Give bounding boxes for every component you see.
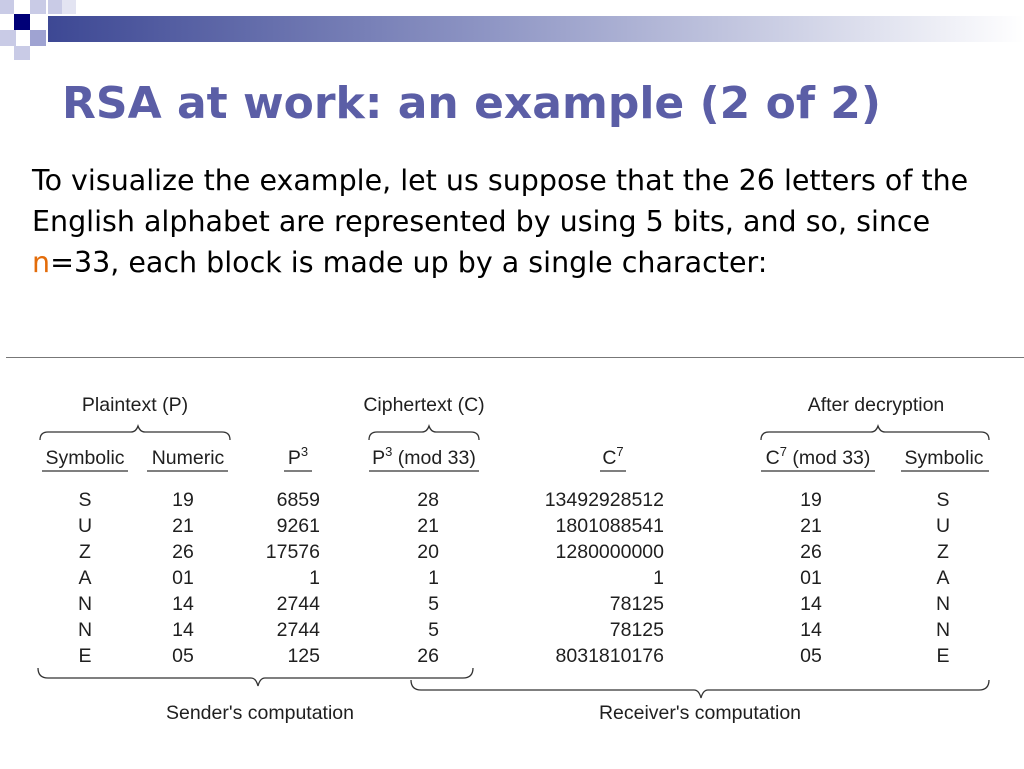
column-header-c7 xyxy=(602,444,623,469)
deco-square xyxy=(14,46,30,60)
cell-symbolic-2: N xyxy=(935,619,951,641)
n-variable: n xyxy=(32,246,51,279)
intro-text-end: =33, each block is made up by a single character: xyxy=(50,246,768,279)
cell-symbolic: S xyxy=(78,489,92,511)
intro-text-start: To visualize the example, let us suppose that the 26 letters of the English alphabet are represented by using 5 bits, and so, since xyxy=(32,164,969,238)
deco-square xyxy=(48,0,62,14)
footer-receiver-computation: Receiver's computation xyxy=(598,702,802,724)
cell-symbolic: N xyxy=(77,593,93,615)
cell-c7: 13492928512 xyxy=(544,489,664,511)
table-row xyxy=(78,567,949,589)
cell-numeric: 14 xyxy=(172,619,194,641)
rsa-example-figure xyxy=(6,357,1024,769)
table-row xyxy=(78,515,950,537)
p3-base: P xyxy=(287,447,301,469)
deco-square xyxy=(30,0,46,14)
slide-title: RSA at work: an example (2 of 2) xyxy=(62,78,882,129)
table-row xyxy=(78,489,949,511)
cell-symbolic: E xyxy=(78,645,92,667)
cell-symbolic-2: S xyxy=(936,489,950,511)
table-row xyxy=(78,619,950,641)
cell-symbolic: A xyxy=(78,567,92,589)
cell-symbolic-2: A xyxy=(936,567,950,589)
cell-numeric: 14 xyxy=(172,593,194,615)
cell-symbolic-2: E xyxy=(936,645,950,667)
cell-decrypted: 26 xyxy=(800,541,822,563)
cell-c7: 8031810176 xyxy=(555,645,664,667)
p3mod-rest: (mod 33) xyxy=(392,447,476,469)
cell-p3: 1 xyxy=(309,567,320,589)
p3-superscript: 3 xyxy=(300,444,309,459)
column-header-p3-mod xyxy=(372,444,476,469)
cell-cipher: 5 xyxy=(428,619,439,641)
header-decoration xyxy=(0,0,1024,60)
cell-c7: 1280000000 xyxy=(555,541,664,563)
cell-numeric: 19 xyxy=(172,489,194,511)
figure-canvas xyxy=(6,358,1022,769)
brace-sender xyxy=(38,668,473,686)
cell-decrypted: 21 xyxy=(800,515,822,537)
brace-after-decryption xyxy=(761,426,989,440)
table-row xyxy=(78,593,950,615)
column-header-c7-mod xyxy=(766,444,871,469)
cell-cipher: 20 xyxy=(417,541,439,563)
cell-cipher: 1 xyxy=(428,567,439,589)
cell-numeric: 01 xyxy=(172,567,194,589)
c7mod-base: C xyxy=(765,447,780,469)
c7-base: C xyxy=(602,447,617,469)
column-header-symbolic: Symbolic xyxy=(45,447,125,469)
cell-decrypted: 19 xyxy=(800,489,822,511)
cell-p3: 9261 xyxy=(276,515,320,537)
cell-decrypted: 14 xyxy=(800,619,822,641)
cell-decrypted: 05 xyxy=(800,645,822,667)
c7mod-superscript: 7 xyxy=(779,444,787,459)
cell-symbolic: U xyxy=(77,515,93,537)
header-gradient-bar xyxy=(48,16,1024,42)
deco-square xyxy=(0,30,16,46)
cell-c7: 1801088541 xyxy=(555,515,664,537)
deco-square xyxy=(30,30,46,46)
column-header-symbolic-2: Symbolic xyxy=(904,447,984,469)
cell-symbolic-2: N xyxy=(935,593,951,615)
column-header-numeric: Numeric xyxy=(151,447,225,469)
intro-paragraph xyxy=(32,160,1007,283)
cell-symbolic: Z xyxy=(79,541,91,563)
cell-numeric: 05 xyxy=(172,645,194,667)
cell-symbolic-2: U xyxy=(935,515,951,537)
cell-symbolic: N xyxy=(77,619,93,641)
cell-cipher: 26 xyxy=(417,645,439,667)
column-header-p3 xyxy=(288,444,308,469)
cell-cipher: 21 xyxy=(417,515,439,537)
p3mod-base: P xyxy=(372,447,386,469)
table-row xyxy=(79,541,949,563)
cell-p3: 6859 xyxy=(276,489,320,511)
table-row xyxy=(78,645,949,667)
cell-symbolic-2: Z xyxy=(937,541,949,563)
deco-square xyxy=(0,0,14,14)
cell-p3: 17576 xyxy=(265,541,320,563)
cell-c7: 78125 xyxy=(609,619,664,641)
brace-ciphertext xyxy=(369,426,479,440)
cell-p3: 2744 xyxy=(276,593,320,615)
cell-cipher: 28 xyxy=(417,489,439,511)
cell-c7: 78125 xyxy=(609,593,664,615)
cell-p3: 2744 xyxy=(276,619,320,641)
cell-numeric: 21 xyxy=(172,515,194,537)
footer-sender-computation: Sender's computation xyxy=(165,702,355,724)
cell-p3: 125 xyxy=(287,645,320,667)
deco-square xyxy=(62,0,76,14)
p3mod-superscript: 3 xyxy=(385,444,393,459)
brace-receiver xyxy=(411,680,989,698)
group-header-after-decryption: After decryption xyxy=(807,394,945,416)
c7mod-rest: (mod 33) xyxy=(786,447,871,469)
cell-decrypted: 01 xyxy=(800,567,822,589)
deco-square xyxy=(14,14,30,30)
cell-numeric: 26 xyxy=(172,541,194,563)
group-header-ciphertext: Ciphertext (C) xyxy=(363,394,485,416)
group-header-plaintext: Plaintext (P) xyxy=(81,394,189,416)
brace-plaintext xyxy=(40,426,230,440)
cell-cipher: 5 xyxy=(428,593,439,615)
c7-superscript: 7 xyxy=(616,444,624,459)
cell-c7: 1 xyxy=(653,567,664,589)
cell-decrypted: 14 xyxy=(800,593,822,615)
